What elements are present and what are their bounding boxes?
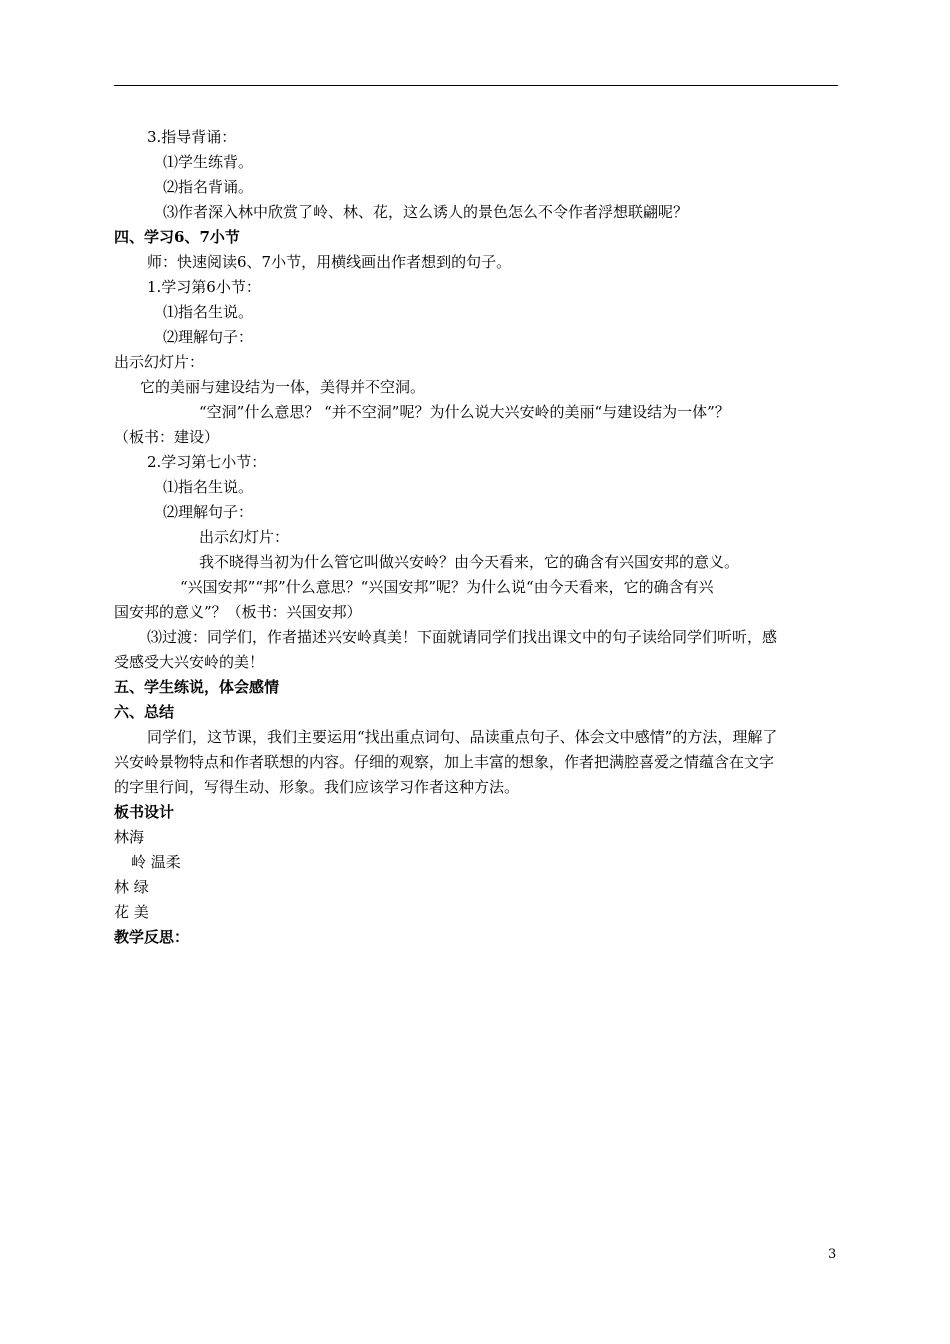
summary-line-3: 的字里行间，写得生动、形象。我们应该学习作者这种方法。 [114,778,520,796]
sub-item-question: ⑶作者深入林中欣赏了岭、林、花，这么诱人的景色怎么不令作者浮想联翩呢？ [163,203,689,221]
header-rule [114,85,838,86]
sub-item-student-says-1: ⑴指名生说。 [163,303,254,321]
section-4-heading: 四、学习6、7小节 [114,228,240,246]
step-2-heading: 2.学习第七小节： [147,453,267,471]
question-xingguo-line-2: 国安邦的意义”？（板书：兴国安邦） [114,603,362,621]
board-lin: 林 绿 [114,878,149,896]
transition-line-2: 受感受大兴安岭的美！ [114,653,265,671]
section-5-heading: 五、学生练说，体会感情 [114,678,280,696]
page-number: 3 [828,1247,837,1262]
reflection-heading: 教学反思： [114,928,190,946]
summary-line-2: 兴安岭景物特点和作者联想的内容。仔细的观察，加上丰富的想象，作者把满腔喜爱之情蕴含在文字 [114,753,775,771]
slide-sentence-2: 我不晓得当初为什么管它叫做兴安岭？由今天看来，它的确含有兴国安邦的意义。 [199,553,740,571]
board-linhai: 林海 [114,828,145,846]
sub-item-recite: ⑵指名背诵。 [163,178,254,196]
question-kongdong: “空洞”什么意思？ “并不空洞”呢？为什么说大兴安岭的美丽“与建设结为一体”？ [199,403,730,421]
sub-item-practice: ⑴学生练背。 [163,153,254,171]
section-6-heading: 六、总结 [114,703,175,721]
board-hua: 花 美 [114,903,149,921]
board-note-jianshe: （板书：建设） [114,428,220,446]
board-design-heading: 板书设计 [114,803,175,821]
slide-label-2: 出示幻灯片： [199,528,290,546]
sub-item-understand-2: ⑵理解句子： [163,503,254,521]
slide-sentence-1: 它的美丽与建设结为一体，美得并不空洞。 [140,378,426,396]
board-ling: 岭 温柔 [131,853,181,871]
teacher-instruction: 师：快速阅读6、7小节，用横线画出作者想到的句子。 [147,253,512,271]
step-1-heading: 1.学习第6小节： [147,278,261,296]
sub-item-student-says-2: ⑴指名生说。 [163,478,254,496]
summary-line-1: 同学们，这节课，我们主要运用“找出重点词句、品读重点句子、体会文中感情”的方法，理解了 [147,728,778,746]
question-xingguo-line-1: “兴国安邦”“邦”什么意思？“兴国安邦”呢？为什么说“由今天看来，它的确含有兴 [180,578,714,596]
step-3-recite: 3.指导背诵： [147,128,237,146]
sub-item-understand-1: ⑵理解句子： [163,328,254,346]
transition-line-1: ⑶过渡：同学们，作者描述兴安岭真美！下面就请同学们找出课文中的句子读给同学们听听，感 [147,628,778,646]
slide-label-1: 出示幻灯片： [114,353,205,371]
